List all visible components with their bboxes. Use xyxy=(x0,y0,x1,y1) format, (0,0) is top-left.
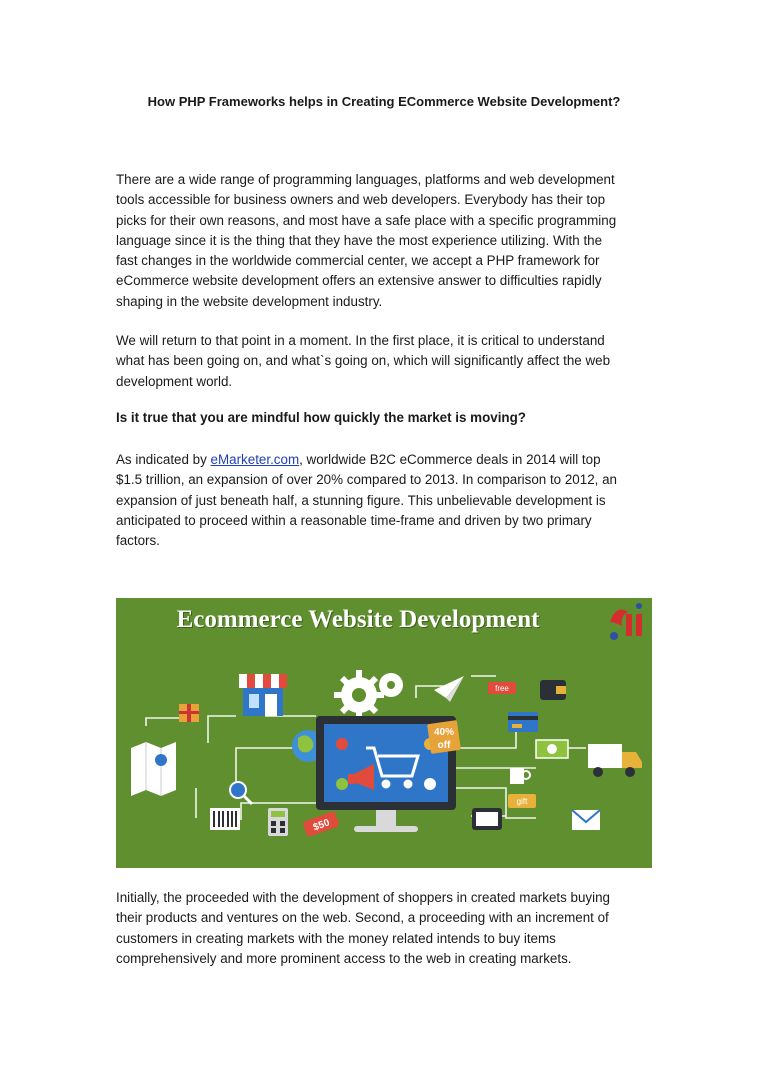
barcode-icon xyxy=(210,808,240,830)
ecommerce-banner-image xyxy=(116,598,652,868)
credit-card-icon xyxy=(508,712,538,732)
intro-paragraph xyxy=(116,170,656,312)
market-line1-rest: , worldwide B2C eCommerce deals in 2014 will top xyxy=(299,452,601,467)
gift-box-icon xyxy=(179,704,199,722)
free-tag-label: free xyxy=(495,684,509,693)
shop-icon xyxy=(239,674,287,716)
intro-line: language since it is the thing that they have the most experience utilizing. With the xyxy=(116,232,603,248)
market-line: factors. xyxy=(116,533,160,549)
market-line xyxy=(116,450,656,470)
cash-icon xyxy=(536,740,568,758)
context-line: development world. xyxy=(116,373,233,389)
gears-icon xyxy=(334,670,403,720)
wallet-icon xyxy=(540,680,566,700)
discount-bottom-label: off xyxy=(437,740,451,751)
context-line: what has been going on, and what`s going on, which will significantly affect the web xyxy=(116,353,611,369)
market-line: anticipated to proceed within a reasonable time-frame and driven by two primary xyxy=(116,512,592,528)
coffee-cup-icon xyxy=(510,768,530,784)
intro-line: tools accessible for business owners and web developers. Everybody has their top xyxy=(116,192,606,208)
logo-icon xyxy=(610,603,642,640)
closing-line: Initially, the proceeded with the development of shoppers in created markets buying xyxy=(116,890,611,905)
truck-icon xyxy=(588,744,642,777)
page-title: How PHP Frameworks helps in Creating ECommerce Website Development? xyxy=(147,94,621,109)
discount-top-label: 40% xyxy=(433,727,455,738)
closing-line: customers in creating markets with the money related intends to buy items xyxy=(116,930,556,946)
intro-line: eCommerce website development offers an extensive answer to difficulties rapidly xyxy=(116,273,602,289)
closing-line: comprehensively and more prominent access to the web in creating markets. xyxy=(116,950,572,966)
discount-badge xyxy=(427,720,461,754)
paper-plane-icon xyxy=(434,676,464,702)
context-paragraph xyxy=(116,331,656,392)
mail-icon xyxy=(572,810,600,830)
price-tag-icon xyxy=(302,811,339,838)
free-tag-icon xyxy=(488,682,516,694)
context-line: We will return to that point in a moment. In the first place, it is critical to understand xyxy=(116,333,605,348)
banner-illustration xyxy=(116,598,652,868)
intro-line: There are a wide range of programming languages, platforms and web development xyxy=(116,172,615,187)
market-line: $1.5 trillion, an expansion of over 20% compared to 2013. In comparison to 2012, an xyxy=(116,472,617,488)
tablet-icon xyxy=(472,808,502,830)
closing-paragraph xyxy=(116,888,656,969)
question-heading: Is it true that you are mindful how quickly the market is moving? xyxy=(116,410,526,425)
banner-title: Ecommerce Website Development xyxy=(176,606,540,633)
price-tag-label: $50 xyxy=(311,817,332,834)
calculator-icon xyxy=(268,808,288,836)
market-line: expansion of just beneath half, a stunning figure. This unbelievable development is xyxy=(116,492,606,508)
market-prefix: As indicated by xyxy=(116,452,211,467)
intro-line: shaping in the website development industry. xyxy=(116,293,383,309)
map-icon xyxy=(131,742,176,796)
intro-line: fast changes in the worldwide commercial center, we accept a PHP framework for xyxy=(116,253,600,269)
emarketer-link[interactable]: eMarketer.com xyxy=(210,452,300,467)
gift-tag-icon xyxy=(508,794,536,808)
gift-tag-label: gift xyxy=(516,797,528,806)
intro-line: picks for their own reasons, and most have a safe place with a specific programming xyxy=(116,212,617,228)
magnifier-icon xyxy=(230,782,252,804)
closing-line: their products and ventures on the web. Second, a proceeding with an increment of xyxy=(116,910,609,926)
market-paragraph xyxy=(116,450,656,551)
